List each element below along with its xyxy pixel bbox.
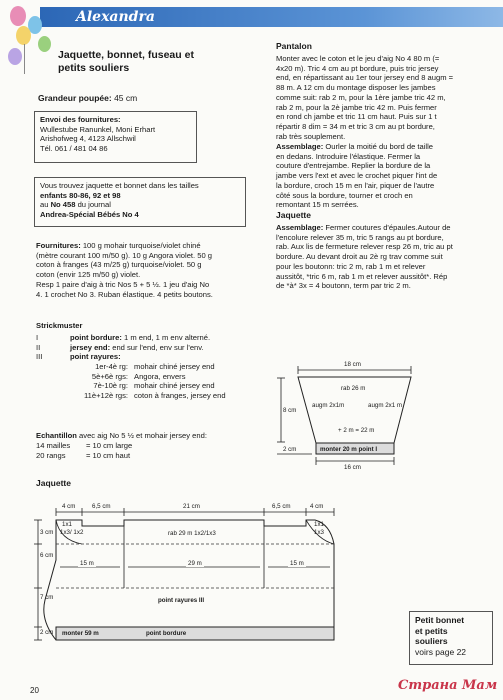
text-line: (mètre courant 100 m/50 g). 10 g Angora violet. 50 g	[36, 250, 213, 260]
reference-box: Petit bonnet et petits souliers voirs page 22	[409, 611, 493, 665]
jaq-right-1x3: 1x3	[314, 529, 324, 536]
jaq-row-29: 29 m	[188, 560, 202, 567]
pantalon-section: Pantalon	[276, 41, 312, 51]
supplies-box: Envoi des fournitures: Wullestube Ranunkel, Moni Erhart Arishofweg 4, 4123 Allschwil Tél. 061 / 481 04 86	[34, 111, 197, 163]
jaq-dim-top-1: 4 cm	[62, 503, 76, 510]
text-line: bordure. Au devant droit au 2è rg trav comme suit	[276, 252, 443, 262]
text-line: remontant 15 m serrées.	[276, 200, 359, 210]
journal-box: Vous trouvez jaquette et bonnet dans les tailles enfants 80-86, 92 et 98 au No 458 du journal Andrea-Spécial Bébés No 4	[34, 177, 246, 227]
strickmuster-section: Strickmuster	[36, 321, 83, 330]
text-line: 88 m. A 12 cm du montage disposer les jambes	[276, 83, 436, 93]
jaq-height-3: 7 cm	[40, 594, 54, 601]
watermark: Страна Мам	[398, 678, 498, 693]
page-title: Alexandra	[76, 9, 155, 25]
text-line: rab. Aux lis de fermeture relever resp 26 m, tric au pt	[276, 242, 453, 252]
jaq-row-15a: 15 m	[80, 560, 94, 567]
pantalon-rab-label: rab 26 m	[341, 385, 366, 392]
text-line: Assemblage: Ourler la moitié du bord de taille	[276, 142, 434, 151]
text-line: coton (envir 125 m/50 g) violet.	[36, 270, 141, 280]
echantillon-row: 14 mailles = 10 cm large	[36, 441, 133, 450]
rayure-row: 7è-10è rg: mohair chiné jersey end	[93, 381, 215, 391]
pantalon-augm-right: augm 2x1 m	[368, 402, 403, 409]
jaq-height-4: 2 cm	[40, 629, 54, 636]
pantalon-width-top: 18 cm	[344, 361, 361, 368]
jaq-left-1x3: 1x3/ 1x2	[60, 529, 84, 536]
text-line: de *à* 3x = 4 boutonn, term par tric 2 m.	[276, 281, 411, 291]
text-line: répartir 8 dim = 34 m et tric 3 cm au pt bordure,	[276, 121, 435, 131]
text-line: couture d'entrejambe. Replier la bordure de la	[276, 161, 431, 171]
jaq-rab-center: rab 29 m 1x2/1x3	[168, 530, 216, 537]
pantalon-height: 8 cm	[283, 407, 297, 414]
text-line: la bordure, croch 15 m en l'air, piquer de l'autre	[276, 180, 435, 190]
jaq-rayures-label: point rayures III	[158, 597, 205, 604]
text-line: l'encolure relever 35 m, tric 5 rangs au pt bordure,	[276, 232, 444, 242]
text-line: Assemblage: Fermer coutures d'épaules.Autour de	[276, 223, 451, 232]
text-line: en dedans. Introduire l'élastique. Fermer la	[276, 151, 421, 161]
rayure-row: 5è+6è rgs: Angora, envers	[91, 371, 186, 381]
text-line: pour les boutonn: tric 2 m, rab 1 m et relever	[276, 261, 426, 271]
page-number: 20	[30, 686, 39, 695]
jaq-right-1x1: 1x1	[314, 521, 324, 528]
text-line: jambe vers l'ext et avec le crochet piquer l'int de	[276, 171, 438, 181]
pantalon-augm-left: augm 2x1m	[312, 402, 345, 409]
rayure-row: 11è+12è rgs: coton à franges, jersey end	[84, 391, 226, 401]
text-line: côté sous la bordure, tourner et croch en	[276, 190, 413, 200]
text-line: Monter avec le coton et le jeu d'aig No 4 80 m (=	[276, 54, 440, 63]
strickmuster-row: II jersey end: end sur l'end, env sur l'env.	[36, 342, 204, 352]
text-line: end, en répartissant au 1er tour jersey end 8 augm =	[276, 73, 454, 83]
jaq-dim-top-4: 6,5 cm	[272, 503, 291, 510]
jaq-height-2: 6 cm	[40, 552, 54, 559]
text-line: rab très souplement.	[276, 131, 346, 141]
jaquette-heading: Jaquette	[276, 210, 311, 220]
jaq-bordure-label: point bordure	[146, 630, 187, 637]
pantalon-monter-label: monter 20 m point I	[320, 446, 378, 453]
jaq-monter-label: monter 59 m	[62, 630, 99, 637]
text-line: rab 2 m, pour la 2è jambe tric 42 m. Puis fermer	[276, 102, 437, 112]
pantalon-plus-label: + 2 m = 22 m	[338, 427, 375, 434]
text-line: coton à franges (43 m/25 g) turquoise/violet. 50 g	[36, 260, 202, 270]
text-line: Fournitures: 100 g mohair turquoise/violet chiné	[36, 241, 201, 250]
text-line: Resp 1 paire d'aig à tric Nos 5 + 5 ½. 1 jeu d'aig No	[36, 279, 210, 289]
echantillon-section: Echantillon avec aig No 5 ½ et mohair jersey end:	[36, 431, 207, 440]
text-line: 4. 1 crochet No 3. Ruban élastique. 4 petits boutons.	[36, 289, 213, 299]
jaq-height-1: 3 cm	[40, 529, 54, 536]
jaquette-section-heading: Jaquette	[36, 478, 71, 488]
text-line: 4x20 m). Tric 4 cm au pt bordure, puis tric jersey	[276, 63, 439, 73]
doll-size: Grandeur poupée: 45 cm	[38, 93, 138, 103]
jaq-row-15b: 15 m	[290, 560, 304, 567]
jaq-dim-top-3: 21 cm	[183, 503, 200, 510]
text-line: comme suit: rab 2 m, pour la 1ère jambe tric 42 m,	[276, 92, 446, 102]
rayure-row: 1er-4è rg: mohair chiné jersey end	[95, 362, 215, 371]
article-title: Jaquette, bonnet, fuseau et petits souliers	[58, 49, 194, 74]
strickmuster-row: III point rayures:	[36, 352, 121, 362]
jaq-left-1x1: 1x1	[62, 521, 72, 528]
jaq-dim-top-5: 4 cm	[310, 503, 324, 510]
pantalon-width-bottom: 16 cm	[344, 464, 361, 471]
text-line: en rond ch jambe et tric 11 cm haut. Puis sur 1 t	[276, 112, 437, 122]
strickmuster-row: I point bordure: 1 m end, 1 m env alterné.	[36, 333, 211, 342]
text-line: aussitôt, *tric 6 m, rab 1 m et relever aussitôt*. Rép	[276, 271, 448, 281]
jaq-dim-top-2: 6,5 cm	[92, 503, 111, 510]
echantillon-row: 20 rangs = 10 cm haut	[36, 450, 131, 460]
pantalon-base-height: 2 cm	[283, 446, 297, 453]
